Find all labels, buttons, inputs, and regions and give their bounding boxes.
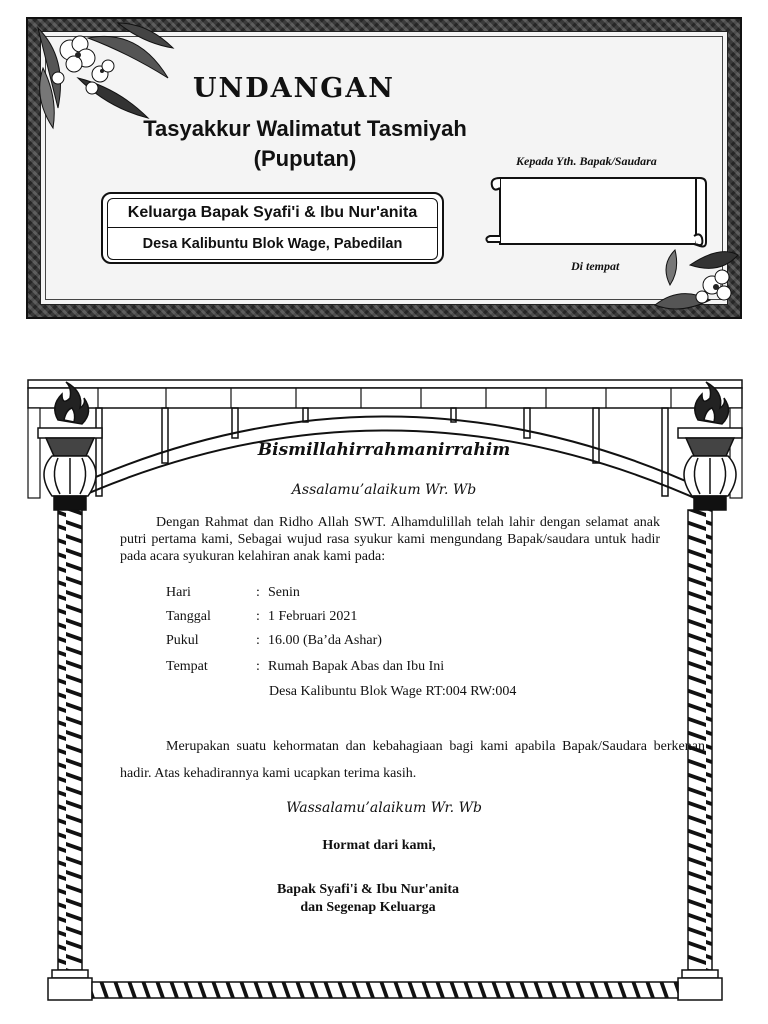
detail-row-time: Pukul : 16.00 (Ba’da Ashar): [166, 633, 382, 648]
detail-row-date: Tanggal : 1 Februari 2021: [166, 609, 358, 624]
detail-row-place: Tempat : Rumah Bapak Abas dan Ibu Ini: [166, 659, 445, 674]
subtitle-line1: Tasyakkur Walimatut Tasmiyah: [143, 116, 467, 141]
closing-paragraph: Merupakan suatu kehormatan dan kebahagiaan bagi kami apabila Bapak/Saudara berkenan hadir. Atas kehadirannya kami ucapkan terima kasih.: [120, 739, 705, 781]
signature-family: dan Segenap Keluarga: [300, 900, 436, 915]
detail-label: Pukul: [166, 633, 199, 648]
greeting-salam: Assalamu’alaikum Wr. Wb: [291, 482, 477, 498]
location-label: Di tempat: [571, 259, 620, 273]
regards-line: Hormat dari kami,: [322, 838, 436, 853]
signature-block: [0, 881, 736, 917]
detail-value: 1 Februari 2021: [268, 609, 358, 624]
place-address: Desa Kalibuntu Blok Wage RT:004 RW:004: [269, 684, 517, 699]
opening-paragraph: Dengan Rahmat dan Ridho Allah SWT. Alhamdulillah telah lahir dengan selamat anak putri pertama kami, Sebagai wujud rasa syukur kami mengundang Bapak/saudara untuk hadir pada acara syukuran kelahiran anak kami pada:: [120, 515, 660, 564]
detail-row-day: Hari : Senin: [166, 585, 300, 600]
detail-label: Hari: [166, 585, 191, 600]
closing-salam: Wassalamu’alaikum Wr. Wb: [286, 800, 482, 816]
detail-label: Tanggal: [166, 609, 211, 624]
invitation-title: UNDANGAN: [193, 73, 395, 104]
bismillah-heading: Bismillahirrahmanirrahim: [257, 440, 511, 460]
detail-value: Senin: [268, 585, 300, 600]
detail-value: Rumah Bapak Abas dan Ibu Ini: [268, 659, 445, 674]
detail-value: 16.00 (Ba’da Ashar): [268, 633, 382, 648]
recipient-label: Kepada Yth. Bapak/Saudara: [516, 154, 657, 168]
subtitle-line2: (Puputan): [253, 146, 357, 171]
host-family-name: Keluarga Bapak Syafi'i & Ibu Nur'anita: [107, 198, 438, 228]
host-address: Desa Kalibuntu Blok Wage, Pabedilan: [107, 228, 438, 260]
detail-label: Tempat: [166, 659, 208, 674]
signature-names: Bapak Syafi'i & Ibu Nur'anita: [276, 882, 460, 897]
